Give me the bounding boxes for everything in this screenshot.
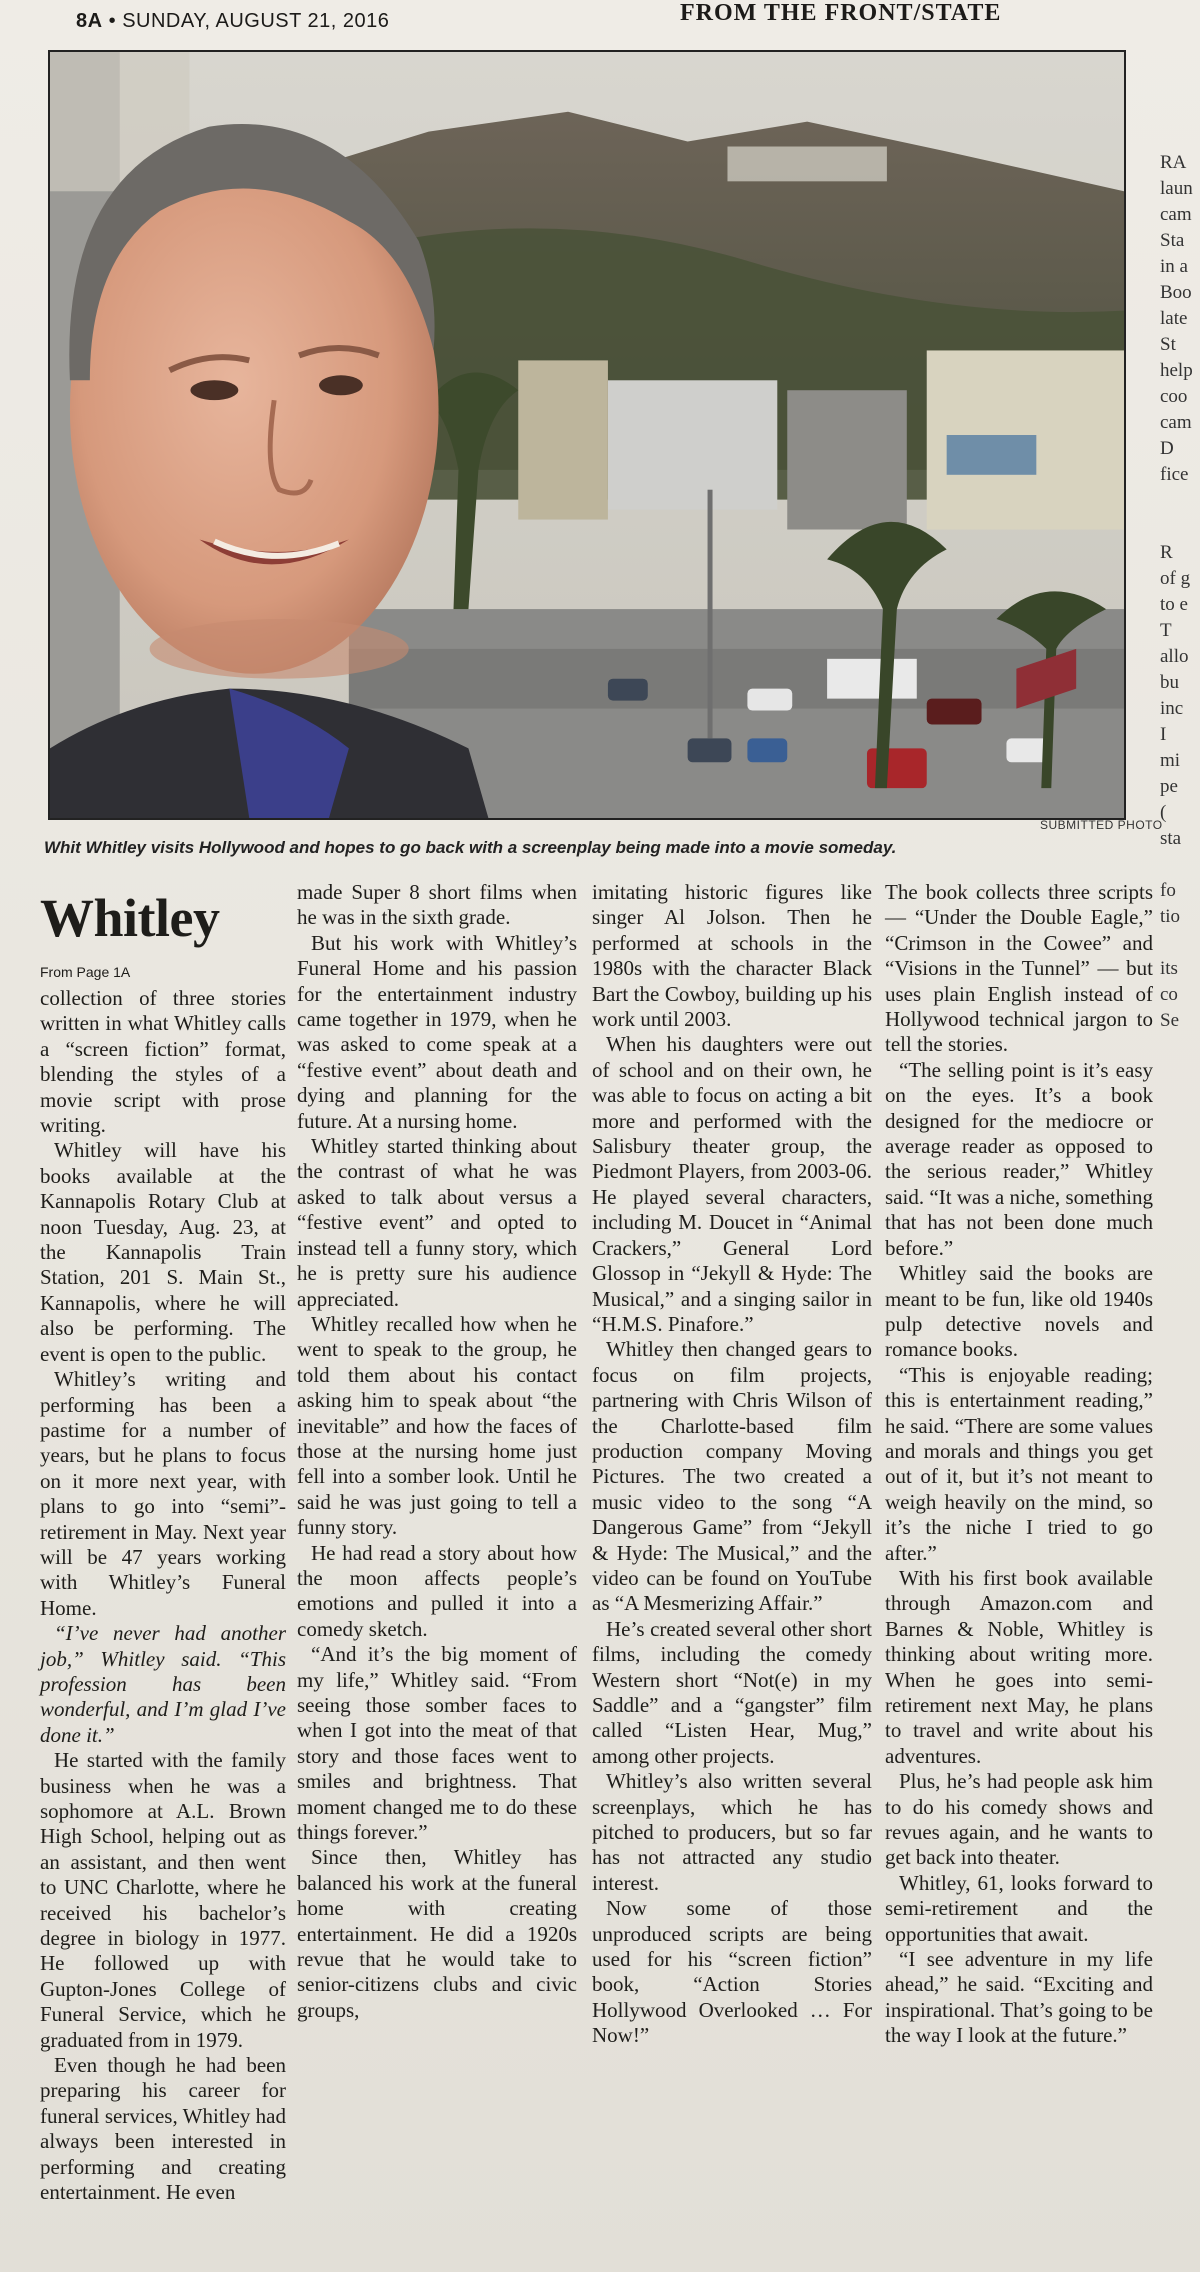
article-column-1 bbox=[40, 888, 286, 2206]
page-header bbox=[70, 0, 1140, 36]
paragraph: When his daughters were out of school and on their own, he was able to focus on acting a bit more and performed with the Salisbury theater group, the Piedmont Players, from 2003-06. He played several characters, including M. Doucet in “Animal Crackers,” General Lord Glossop in “Jekyll & Hyde: The Musical,” and a singing sailor in “H.M.S. Pinafore.” bbox=[592, 1032, 872, 1336]
edge-fragment: fo bbox=[1160, 880, 1176, 901]
article-column-2 bbox=[297, 880, 577, 2023]
folio-page-number: 8A bbox=[76, 10, 103, 32]
paragraph: The book collects three scripts — “Under the Double Eagle,” “Crimson in the Cowee” and “Visions in the Tunnel” — but uses plain English instead of Hollywood technical jargon to tell the stories. bbox=[885, 880, 1153, 1057]
jump-line: From Page 1A bbox=[40, 964, 131, 980]
edge-fragment: of g bbox=[1160, 568, 1191, 589]
edge-fragment: St bbox=[1160, 334, 1176, 355]
article-column-4 bbox=[885, 880, 1153, 2049]
paragraph: imitating historic figures like singer Al Jolson. Then he performed at schools in the 1980s with the character Black Bart the Cowboy, building up his work until 2003. bbox=[592, 880, 872, 1032]
paragraph: Whitley started thinking about the contrast of what he was asked to talk about versus a “festive event” and opted to instead tell a funny story, which he is pretty sure his audience appreciated. bbox=[297, 1134, 577, 1311]
paragraph: He started with the family business when he was a sophomore at A.L. Brown High School, helping out as an assistant, and then went to UNC Charlotte, where he received his bachelor’s degree in biology in 1977. He followed up with Gupton-Jones College of Funeral Service, which he graduated from in 1979. bbox=[40, 1748, 286, 2052]
edge-fragment: help bbox=[1160, 360, 1193, 381]
edge-fragment: tio bbox=[1160, 906, 1181, 927]
adjacent-column-fragments bbox=[1160, 150, 1200, 1950]
paragraph: “I see adventure in my life ahead,” he said. “Exciting and inspirational. That’s going to be the way I look at the future.” bbox=[885, 1947, 1153, 2048]
edge-fragment: coo bbox=[1160, 386, 1188, 407]
paragraph: Even though he had been preparing his career for funeral services, Whitley had always been interested in performing and creating entertainment. He even bbox=[40, 2053, 286, 2205]
paragraph: Now some of those unproduced scripts are being used for his “screen fiction” book, “Action Stories Hollywood Overlooked … For Now!” bbox=[592, 1896, 872, 2048]
paragraph: “And it’s the big moment of my life,” Whitley said. “From seeing those somber faces to when I got into the meat of that story and those faces went to smiles and brightness. That moment changed me to do these things forever.” bbox=[297, 1642, 577, 1845]
edge-fragment: ( bbox=[1160, 802, 1167, 823]
paragraph: Whitley’s writing and performing has been a pastime for a number of years, but he plans to focus on it more next year, with plans to go into “semi”-retirement in May. Next year will be 47 years working with Whitley’s Funeral Home. bbox=[40, 1367, 286, 1620]
edge-fragment: Sta bbox=[1160, 230, 1185, 251]
article-column-3 bbox=[592, 880, 872, 2049]
section-title: FROM THE FRONT/STATE bbox=[680, 0, 1002, 26]
edge-fragment bbox=[1160, 930, 1200, 956]
paragraph: But his work with Whitley’s Funeral Home and his passion for the entertainment industry came together in 1979, when he was asked to come speak at a “festive event” about death and dying and planning for the future. At a nursing home. bbox=[297, 930, 577, 1133]
photo-credit: SUBMITTED PHOTO bbox=[1040, 818, 1163, 832]
paragraph: Whitley, 61, looks forward to semi-retirement and the opportunities that await. bbox=[885, 1870, 1153, 1946]
folio-date: SUNDAY, AUGUST 21, 2016 bbox=[122, 10, 390, 32]
edge-fragment: its bbox=[1160, 958, 1178, 979]
edge-fragment: cam bbox=[1160, 412, 1192, 433]
edge-fragment: pe bbox=[1160, 776, 1178, 797]
edge-fragment: allo bbox=[1160, 646, 1189, 667]
edge-fragment bbox=[1160, 852, 1200, 878]
paragraph: Whitley then changed gears to focus on film projects, partnering with Chris Wilson of the Charlotte-based film production company Moving Pictures. The two created a music video to the song “A Dangerous Game” from “Jekyll & Hyde: The Musical,” and the video can be found on YouTube as “A Mesmerizing Affair.” bbox=[592, 1337, 872, 1616]
article-photo bbox=[48, 50, 1126, 820]
edge-fragment: T bbox=[1160, 620, 1172, 641]
edge-fragment: to e bbox=[1160, 594, 1188, 615]
edge-fragment bbox=[1160, 488, 1200, 514]
edge-fragment: co bbox=[1160, 984, 1178, 1005]
paragraph: “This is enjoyable reading; this is entertainment reading,” he said. “There are some values and morals and things you get out of it, but it’s not meant to weigh heavily on the mind, so it’s the niche I tried to go after.” bbox=[885, 1362, 1153, 1565]
edge-fragment: R bbox=[1160, 542, 1173, 563]
edge-fragment: fice bbox=[1160, 464, 1189, 485]
paragraph: With his first book available through Amazon.com and Barnes & Noble, Whitley is thinking about writing more. When he goes into semi-retirement next May, he plans to travel and write about his adventures. bbox=[885, 1565, 1153, 1768]
paragraph: Whitley said the books are meant to be fun, like old 1940s pulp detective novels and romance books. bbox=[885, 1261, 1153, 1362]
edge-fragment bbox=[1160, 514, 1200, 540]
headline: Whitley bbox=[40, 888, 220, 948]
paragraph: “The selling point is it’s easy on the eyes. It’s a book designed for the mediocre or average reader as opposed to the serious reader,” Whitley said. “It was a niche, something that has not been done much before.” bbox=[885, 1057, 1153, 1260]
edge-fragment: Boo bbox=[1160, 282, 1192, 303]
edge-fragment: sta bbox=[1160, 828, 1182, 849]
paragraph: Since then, Whitley has balanced his work at the funeral home with creating entertainment. He did a 1920s revue that he would take to senior-citizens clubs and civic groups, bbox=[297, 1845, 577, 2022]
photo-caption: Whit Whitley visits Hollywood and hopes to go back with a screenplay being made into a movie someday. bbox=[44, 838, 897, 857]
paragraph: Whitley’s also written several screenplays, which he has pitched to producers, but so far has not attracted any studio interest. bbox=[592, 1769, 872, 1895]
paragraph: He’s created several other short films, including the comedy Western short “Not(e) in my Saddle” and a “gangster” film called “Listen Hear, Mug,” among other projects. bbox=[592, 1616, 872, 1768]
paragraph: Whitley recalled how when he went to speak to the group, he told them about his contact asking him to speak about “the inevitable” and how the faces of those at the nursing home just fell into a somber look. Until he said he was just going to tell a funny story. bbox=[297, 1311, 577, 1540]
edge-fragment: D bbox=[1160, 438, 1174, 459]
edge-fragment: inc bbox=[1160, 698, 1184, 719]
edge-fragment: RA bbox=[1160, 152, 1187, 173]
edge-fragment: mi bbox=[1160, 750, 1181, 771]
edge-fragment: late bbox=[1160, 308, 1188, 329]
edge-fragment: laun bbox=[1160, 178, 1193, 199]
edge-fragment: in a bbox=[1160, 256, 1188, 277]
edge-fragment: bu bbox=[1160, 672, 1179, 693]
paragraph: He had read a story about how the moon affects people’s emotions and pulled it into a comedy sketch. bbox=[297, 1540, 577, 1641]
paragraph: Whitley will have his books available at the Kannapolis Rotary Club at noon Tuesday, Aug. 23, at the Kannapolis Train Station, 201 S. Main St., Kannapolis, where he will also be performing. The event is open to the public. bbox=[40, 1138, 286, 1366]
edge-fragment: cam bbox=[1160, 204, 1192, 225]
paragraph: made Super 8 short films when he was in the sixth grade. bbox=[297, 880, 577, 930]
hollywood-photo bbox=[50, 52, 1124, 818]
paragraph: collection of three stories written in what Whitley calls a “screen fiction” format, blending the styles of a movie script with prose writing. bbox=[40, 986, 286, 1138]
quote-paragraph: “I’ve never had another job,” Whitley said. “This profession has been wonderful, and I’m glad I’ve done it.” bbox=[40, 1621, 286, 1747]
paragraph: Plus, he’s had people ask him to do his comedy shows and revues again, and he wants to get back into theater. bbox=[885, 1769, 1153, 1870]
edge-fragment: Se bbox=[1160, 1010, 1179, 1031]
edge-fragment: I bbox=[1160, 724, 1167, 745]
folio: 8A • SUNDAY, AUGUST 21, 2016 bbox=[76, 10, 390, 32]
